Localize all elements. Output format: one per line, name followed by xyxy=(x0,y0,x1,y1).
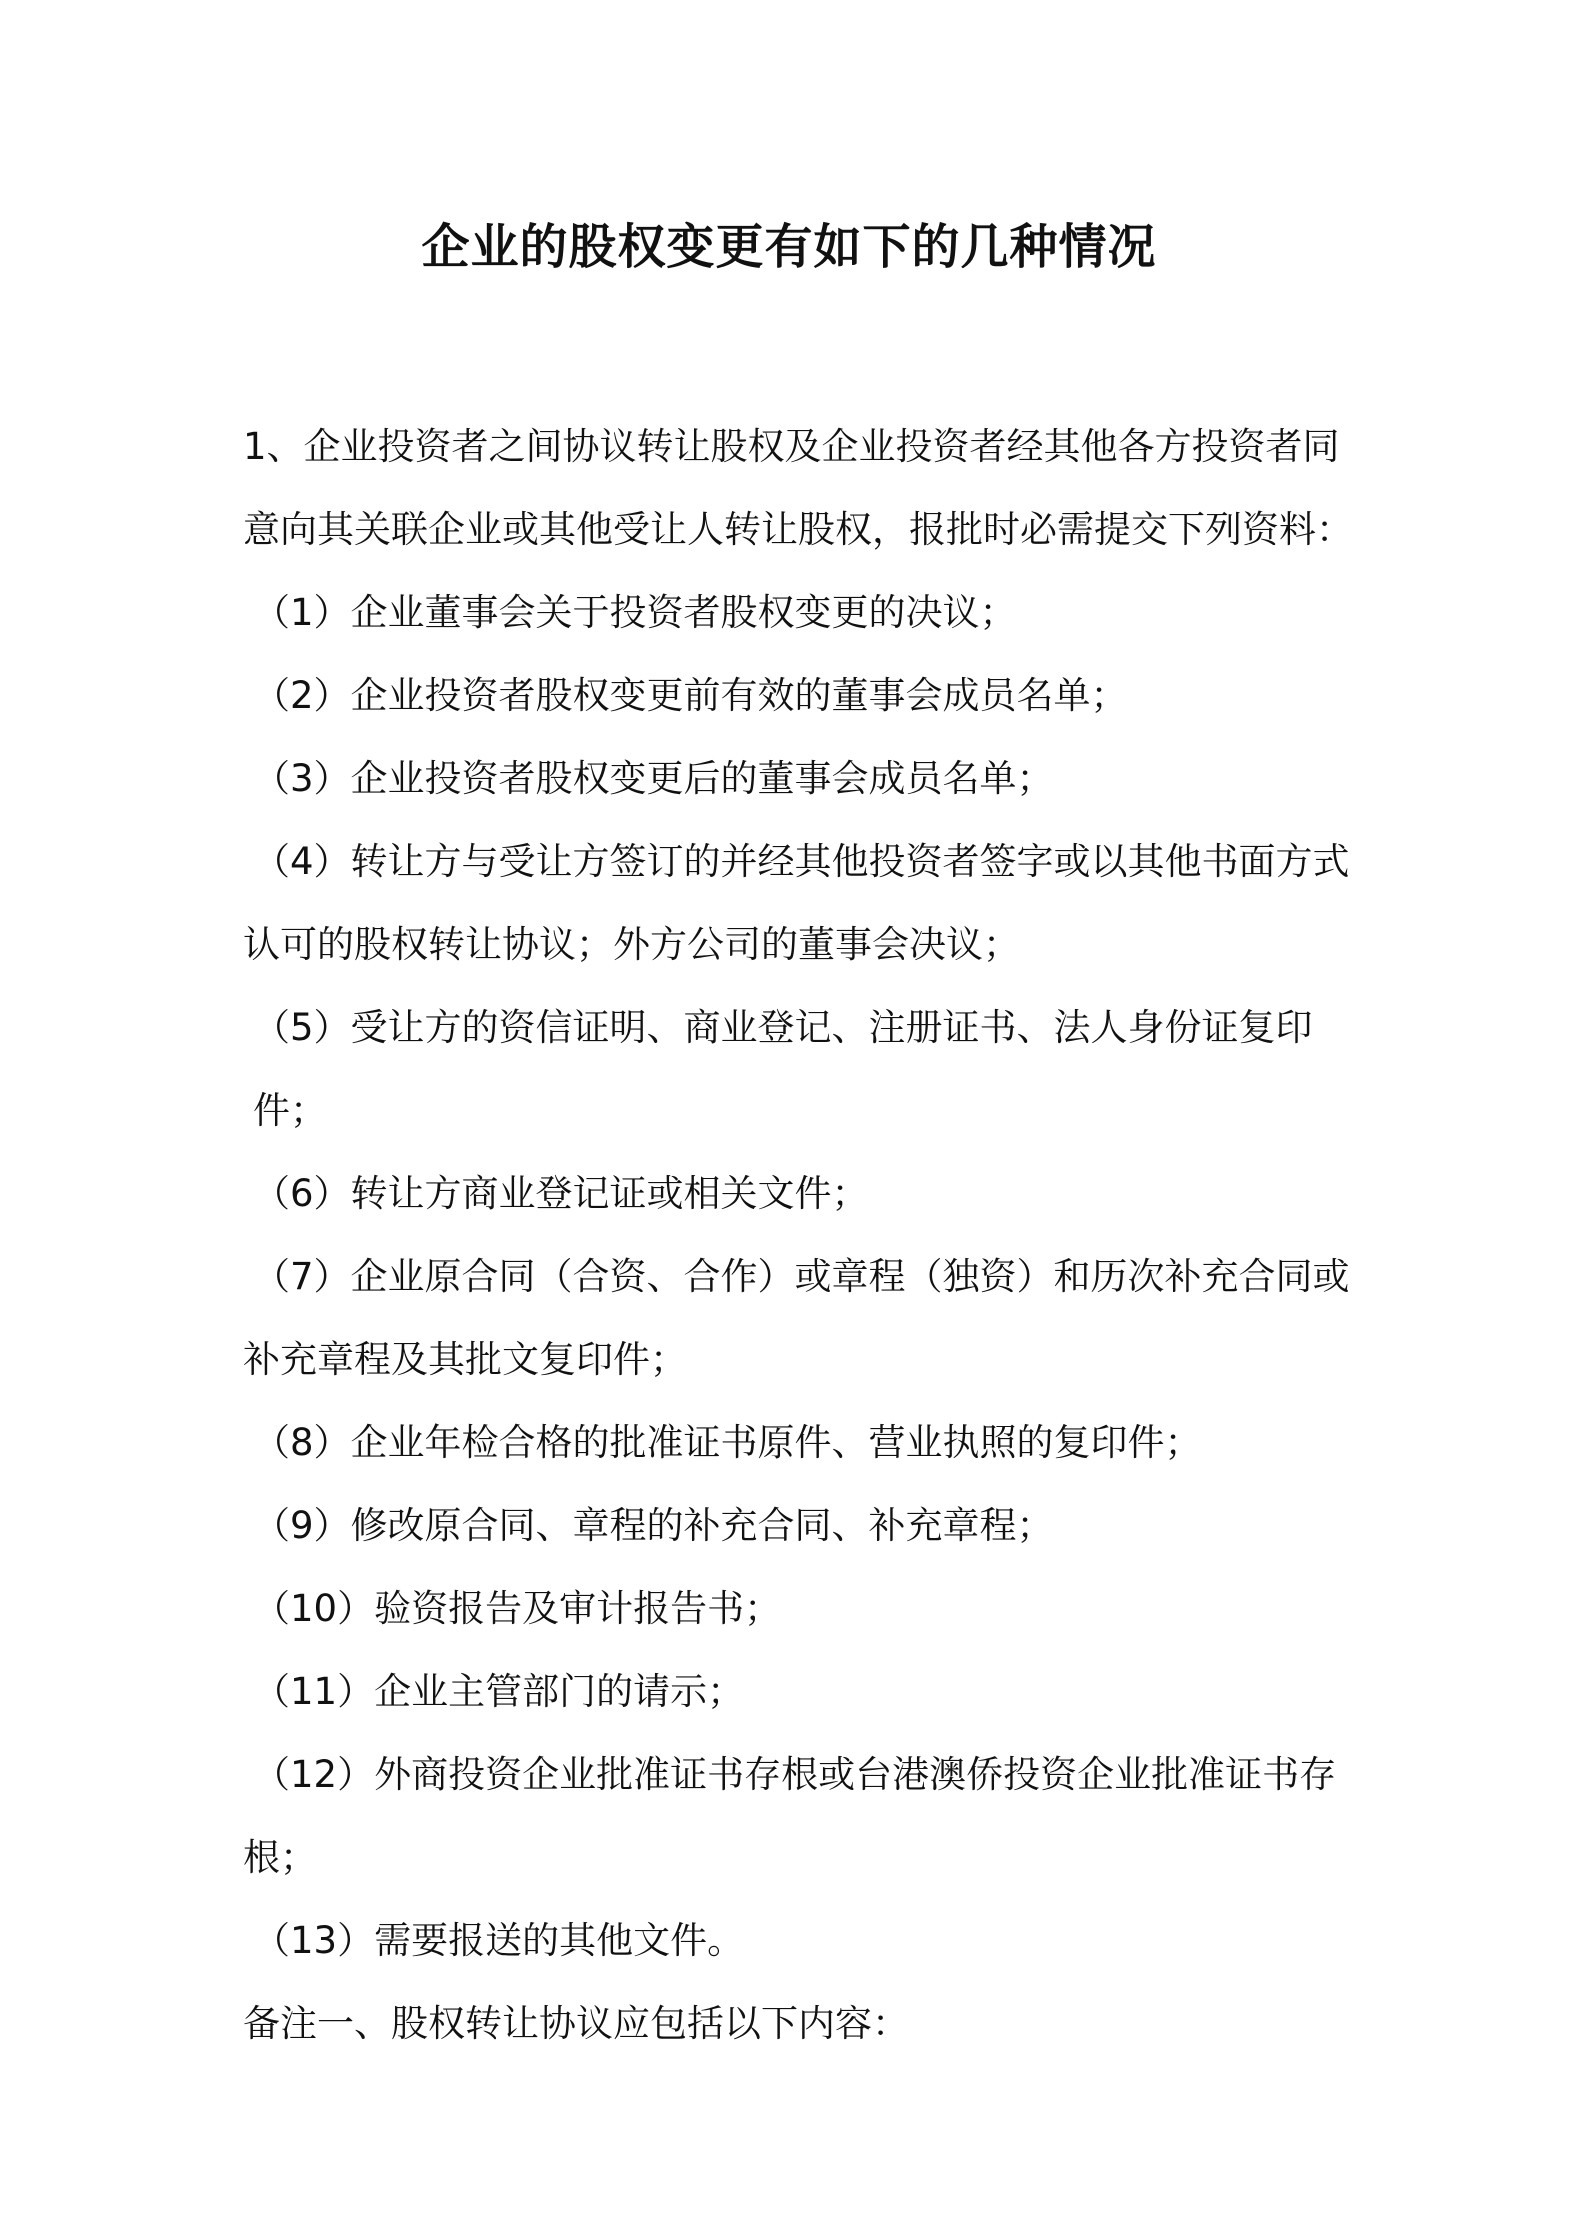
list-item-13: （13）需要报送的其他文件。 xyxy=(253,1919,745,1962)
list-item-5: （5）受让方的资信证明、商业登记、注册证书、法人身份证复印件； xyxy=(253,1006,1313,1132)
document-title: 企业的股权变更有如下的几种情况 xyxy=(421,219,1157,275)
list-item-10: （10）验资报告及审计报告书； xyxy=(253,1587,782,1630)
list-item-8: （8）企业年检合格的批准证书原件、营业执照的复印件； xyxy=(253,1421,1202,1464)
list-item-3: （3）企业投资者股权变更后的董事会成员名单； xyxy=(253,757,1054,800)
list-item-11: （11）企业主管部门的请示； xyxy=(253,1670,745,1713)
intro-paragraph: 1、企业投资者之间协议转让股权及企业投资者经其他各方投资者同意向其关联企业或其他受让人转让股权，报批时必需提交下列资料： xyxy=(243,425,1353,551)
list-item-7: （7）企业原合同（合资、合作）或章程（独资）和历次补充合同或补充章程及其批文复印件； xyxy=(243,1255,1350,1381)
list-item-9: （9）修改原合同、章程的补充合同、补充章程； xyxy=(253,1504,1054,1547)
note-paragraph: 备注一、股权转让协议应包括以下内容： xyxy=(243,2002,909,2045)
document-body xyxy=(243,405,1353,2065)
list-item-2: （2）企业投资者股权变更前有效的董事会成员名单； xyxy=(253,674,1128,717)
list-item-4: （4）转让方与受让方签订的并经其他投资者签字或以其他书面方式认可的股权转让协议；外方公司的董事会决议； xyxy=(243,840,1350,966)
list-item-1: （1）企业董事会关于投资者股权变更的决议； xyxy=(253,591,1017,634)
list-item-12: （12）外商投资企业批准证书存根或台港澳侨投资企业批准证书存根； xyxy=(243,1753,1337,1879)
list-item-6: （6）转让方商业登记证或相关文件； xyxy=(253,1172,869,1215)
